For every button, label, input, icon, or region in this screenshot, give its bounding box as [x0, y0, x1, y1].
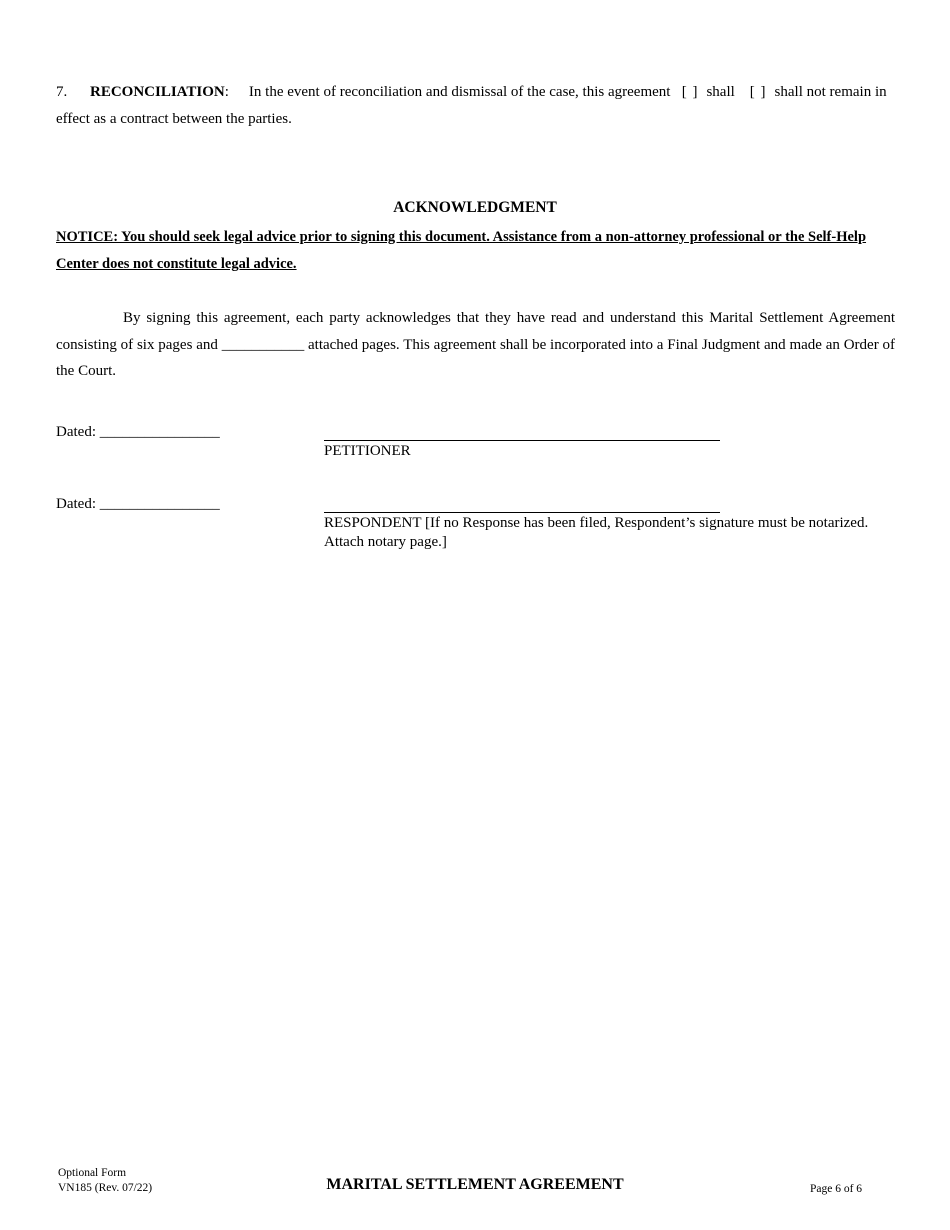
section-colon: :: [224, 84, 229, 100]
acknowledgment-text: By signing this agreement, each party acknowledges that they have read and understand this Marital Settlement Agreement consisting of six pages and: [56, 310, 895, 353]
shall-label: shall: [706, 84, 735, 100]
acknowledgment-text-continued: attached pages. This agreement shall be incorporated into a Final Judgment and made an Order of the Court.: [56, 336, 896, 379]
shall-checkbox[interactable]: [ ]: [681, 84, 699, 100]
section-title: RECONCILIATION: [90, 84, 225, 100]
respondent-label: RESPONDENT [If no Response has been filed, Respondent’s signature must be notarized. Attach notary page.]: [324, 515, 869, 550]
reconciliation-text-continued: remain in effect as a contract between the parties.: [56, 84, 887, 127]
section-number: 7.: [56, 84, 68, 100]
page-number: Page 6 of 6: [810, 1183, 863, 1195]
attached-pages-field[interactable]: ___________: [221, 336, 305, 353]
section-reconciliation: [56, 79, 896, 132]
footer-optional-form: Optional Form: [58, 1167, 127, 1179]
acknowledgment-paragraph: [56, 305, 895, 385]
reconciliation-text: In the event of reconciliation and dismissal of the case, this agreement: [248, 84, 671, 100]
petitioner-signature-line[interactable]: [324, 440, 720, 441]
footer-form-code: VN185 (Rev. 07/22): [58, 1182, 153, 1194]
petitioner-label: PETITIONER: [324, 443, 411, 459]
acknowledgment-title: ACKNOWLEDGMENT: [393, 199, 557, 216]
respondent-signature-line[interactable]: [324, 512, 720, 513]
petitioner-dated-field[interactable]: Dated: ________________: [56, 424, 220, 440]
respondent-dated-field[interactable]: Dated: ________________: [56, 496, 220, 512]
legal-notice: NOTICE: You should seek legal advice prior to signing this document. Assistance from a non-attorney professional or the Self-Help Center does not constitute legal advice.: [56, 229, 867, 272]
shall-not-label: shall not: [774, 84, 826, 100]
footer-title: MARITAL SETTLEMENT AGREEMENT: [326, 1176, 624, 1193]
shall-not-checkbox[interactable]: [ ]: [749, 84, 767, 100]
